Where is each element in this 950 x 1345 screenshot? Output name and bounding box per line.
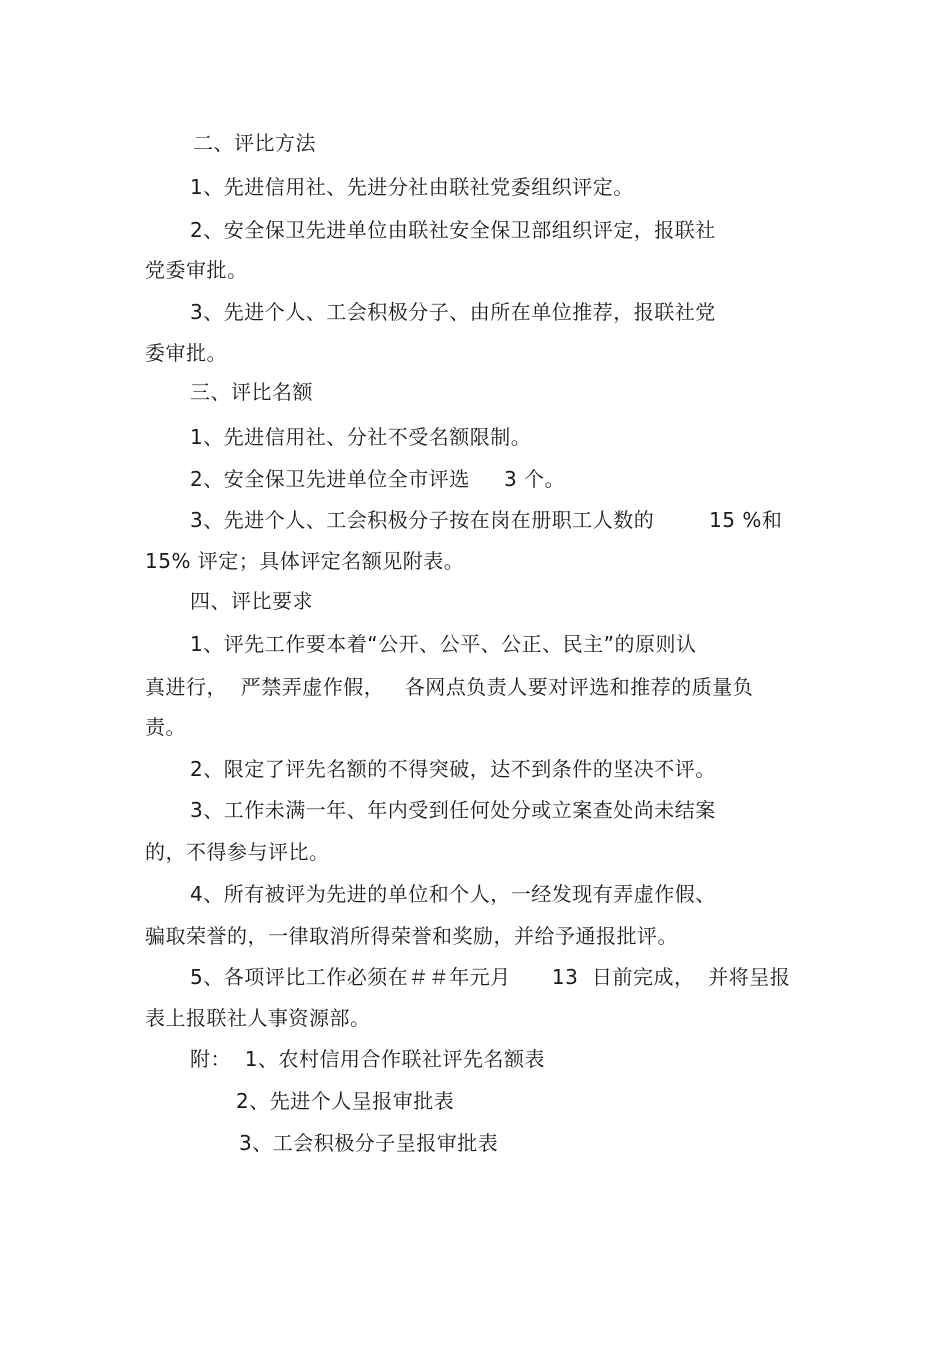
paragraph-line: 3、先进个人、工会积极分子、由所在单位推荐，报联社党 bbox=[190, 300, 716, 324]
paragraph-line: 党委审批。 bbox=[145, 258, 248, 282]
paragraph-line: 1、先进信用社、先进分社由联社党委组织评定。 bbox=[190, 175, 634, 199]
paragraph-line: 4、所有被评为先进的单位和个人，一经发现有弄虚作假、 bbox=[190, 882, 716, 906]
paragraph-line: 真进行， 严禁弄虚作假， 各网点负责人要对评选和推荐的质量负 bbox=[145, 675, 754, 699]
paragraph-line: 15% 评定；具体评定名额见附表。 bbox=[145, 549, 465, 573]
section-heading-requirements: 四、评比要求 bbox=[190, 589, 313, 613]
annex-item-3: 3、工会积极分子呈报审批表 bbox=[239, 1131, 499, 1155]
paragraph-line: 表上报联社人事资源部。 bbox=[145, 1006, 371, 1030]
paragraph-line: 2、安全保卫先进单位全市评选 3 个。 bbox=[190, 467, 566, 491]
section-heading-quota: 三、评比名额 bbox=[190, 380, 313, 404]
paragraph-line: 责。 bbox=[145, 715, 186, 739]
paragraph-line: 2、安全保卫先进单位由联社安全保卫部组织评定，报联社 bbox=[190, 218, 716, 242]
paragraph-line: 的，不得参与评比。 bbox=[145, 840, 330, 864]
paragraph-line: 1、评先工作要本着“公开、公平、公正、民主”的原则认 bbox=[190, 632, 697, 656]
paragraph-line: 3、工作未满一年、年内受到任何处分或立案查处尚未结案 bbox=[190, 798, 716, 822]
paragraph-line: 骗取荣誉的，一律取消所得荣誉和奖励，并给予通报批评。 bbox=[145, 924, 678, 948]
paragraph-line: 1、先进信用社、分社不受名额限制。 bbox=[190, 425, 532, 449]
section-heading-methods: 二、评比方法 bbox=[193, 131, 316, 155]
paragraph-line: 3、先进个人、工会积极分子按在岗在册职工人数的 15 %和 bbox=[190, 508, 783, 532]
paragraph-line: 委审批。 bbox=[145, 341, 227, 365]
paragraph-line: 5、各项评比工作必须在＃＃年元月 13 日前完成， 并将呈报 bbox=[190, 965, 791, 989]
paragraph-line: 2、限定了评先名额的不得突破，达不到条件的坚决不评。 bbox=[190, 757, 716, 781]
annex-item-2: 2、先进个人呈报审批表 bbox=[236, 1089, 455, 1113]
annex-item-1: 附： 1、农村信用合作联社评先名额表 bbox=[190, 1047, 545, 1071]
